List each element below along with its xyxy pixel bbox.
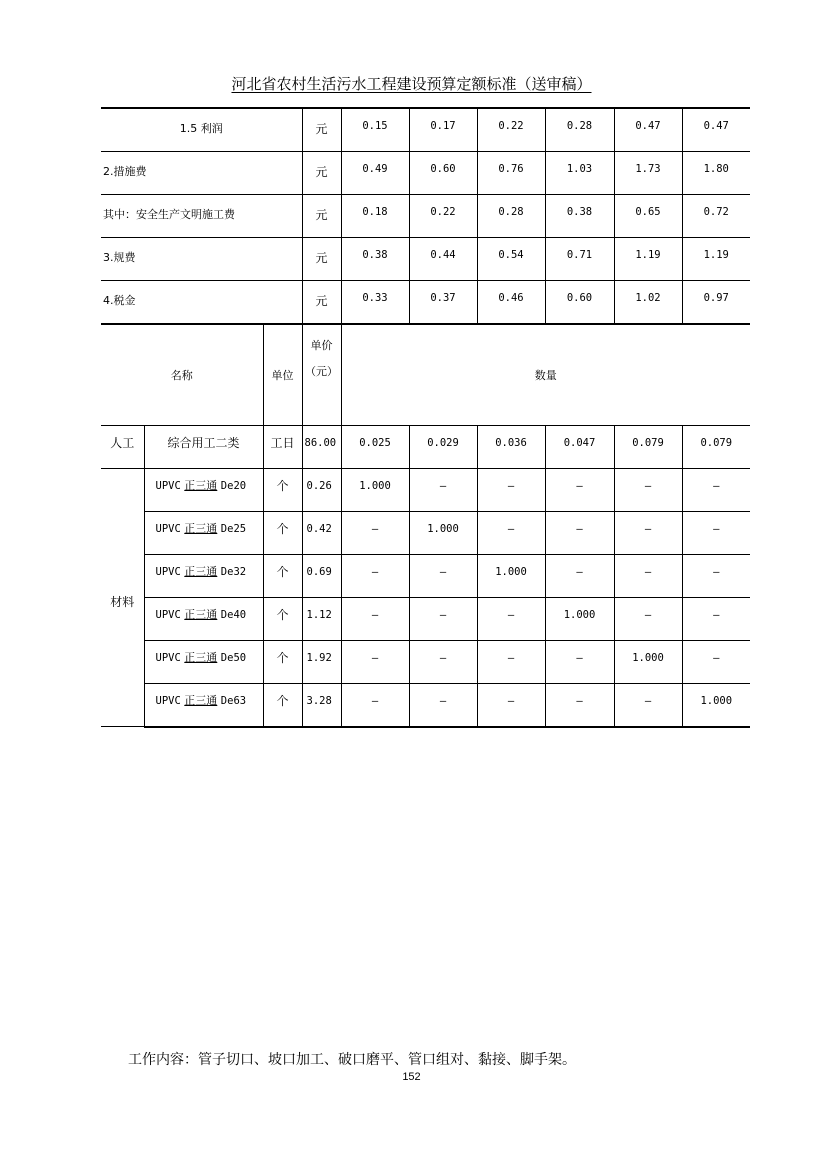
material-qty: – (341, 684, 409, 727)
material-category: 材料 (101, 469, 144, 727)
material-name (144, 598, 263, 641)
fee-value: 1.02 (614, 280, 682, 323)
fee-value: 0.60 (545, 280, 614, 323)
fee-value: 1.03 (545, 151, 614, 194)
material-prefix: UPVC (155, 695, 181, 707)
fee-value: 0.22 (409, 194, 477, 237)
fee-value: 0.65 (614, 194, 682, 237)
material-prefix: UPVC (155, 480, 181, 492)
material-name (144, 641, 263, 684)
fee-unit: 元 (302, 151, 341, 194)
header-price-line1: 单价 (310, 339, 333, 352)
labor-qty: 0.047 (545, 426, 614, 469)
fee-value: 0.33 (341, 280, 409, 323)
fee-value: 0.76 (477, 151, 545, 194)
material-row (101, 555, 750, 598)
material-qty: – (409, 641, 477, 684)
material-row (101, 598, 750, 641)
fee-value: 0.54 (477, 237, 545, 280)
header-price-line2: （元） (305, 365, 338, 378)
material-qty: – (341, 641, 409, 684)
labor-name: 综合用工二类 (144, 426, 263, 469)
material-row (101, 469, 750, 512)
work-content: 工作内容：管子切口、坡口加工、破口磨平、管口组对、黏接、脚手架。 (128, 1052, 576, 1068)
material-qty: – (409, 555, 477, 598)
fee-value: 0.60 (409, 151, 477, 194)
material-qty: – (545, 555, 614, 598)
material-qty: – (682, 641, 750, 684)
fee-row (101, 237, 750, 280)
material-prefix: UPVC (155, 652, 181, 664)
labor-price: 86.00 (302, 426, 341, 469)
material-qty: – (477, 512, 545, 555)
material-type: 正三通 (184, 694, 218, 707)
material-price: 0.42 (302, 512, 341, 555)
page-number: 152 (402, 1071, 421, 1083)
labor-row (101, 426, 750, 469)
material-qty: – (409, 598, 477, 641)
labor-qty: 0.079 (614, 426, 682, 469)
material-qty: – (341, 512, 409, 555)
fee-value: 0.47 (614, 108, 682, 151)
material-qty: 1.000 (545, 598, 614, 641)
material-qty: 1.000 (477, 555, 545, 598)
material-price: 1.92 (302, 641, 341, 684)
material-qty: 1.000 (682, 684, 750, 727)
resource-table (101, 324, 750, 728)
material-row (101, 512, 750, 555)
material-qty: 1.000 (409, 512, 477, 555)
material-qty: 1.000 (614, 641, 682, 684)
material-qty: – (682, 469, 750, 512)
material-qty: – (545, 641, 614, 684)
labor-qty: 0.079 (682, 426, 750, 469)
fee-row (101, 194, 750, 237)
fee-label: 其中：安全生产文明施工费 (101, 194, 302, 237)
material-unit: 个 (263, 684, 302, 727)
material-unit: 个 (263, 598, 302, 641)
material-qty: – (614, 598, 682, 641)
fee-row (101, 280, 750, 323)
fee-value: 1.19 (614, 237, 682, 280)
material-qty: – (614, 512, 682, 555)
fee-value: 0.15 (341, 108, 409, 151)
material-spec: De32 (220, 566, 247, 578)
material-price: 0.69 (302, 555, 341, 598)
labor-qty: 0.036 (477, 426, 545, 469)
material-qty: – (409, 684, 477, 727)
material-spec: De25 (220, 523, 247, 535)
labor-unit: 工日 (263, 426, 302, 469)
fee-value: 0.38 (341, 237, 409, 280)
material-spec: De20 (220, 480, 247, 492)
fee-table (101, 107, 750, 324)
fee-value: 0.28 (545, 108, 614, 151)
fee-unit: 元 (302, 194, 341, 237)
material-type: 正三通 (184, 565, 218, 578)
fee-value: 0.28 (477, 194, 545, 237)
material-spec: De50 (220, 652, 247, 664)
fee-value: 0.38 (545, 194, 614, 237)
fee-value: 0.18 (341, 194, 409, 237)
material-price: 0.26 (302, 469, 341, 512)
fee-unit: 元 (302, 280, 341, 323)
fee-value: 0.49 (341, 151, 409, 194)
material-name (144, 684, 263, 727)
material-name (144, 469, 263, 512)
material-qty: – (477, 641, 545, 684)
material-unit: 个 (263, 641, 302, 684)
fee-value: 0.46 (477, 280, 545, 323)
fee-value: 0.47 (682, 108, 750, 151)
material-name (144, 512, 263, 555)
material-unit: 个 (263, 512, 302, 555)
material-row (101, 641, 750, 684)
header-quantity: 数量 (341, 325, 750, 426)
fee-label: 4.税金 (101, 280, 302, 323)
fee-value: 0.72 (682, 194, 750, 237)
material-qty: – (341, 598, 409, 641)
material-unit: 个 (263, 555, 302, 598)
material-prefix: UPVC (155, 566, 181, 578)
fee-value: 0.37 (409, 280, 477, 323)
header-row (101, 325, 750, 426)
fee-label: 1.5 利润 (101, 108, 302, 151)
material-qty: – (545, 684, 614, 727)
fee-value: 1.19 (682, 237, 750, 280)
material-unit: 个 (263, 469, 302, 512)
material-qty: – (614, 555, 682, 598)
header-name: 名称 (101, 325, 263, 426)
material-type: 正三通 (184, 479, 218, 492)
labor-qty: 0.029 (409, 426, 477, 469)
material-qty: – (341, 555, 409, 598)
material-qty: – (477, 598, 545, 641)
fee-label: 3.规费 (101, 237, 302, 280)
material-type: 正三通 (184, 522, 218, 535)
fee-label: 2.措施费 (101, 151, 302, 194)
material-qty: – (545, 469, 614, 512)
fee-value: 1.73 (614, 151, 682, 194)
material-qty: – (545, 512, 614, 555)
document-title-text: 河北省农村生活污水工程建设预算定额标准（送审稿） (231, 75, 592, 93)
header-unit: 单位 (263, 325, 302, 426)
material-prefix: UPVC (155, 609, 181, 621)
material-qty: – (477, 684, 545, 727)
material-spec: De40 (220, 609, 247, 621)
material-qty: – (682, 598, 750, 641)
labor-category: 人工 (101, 426, 144, 469)
material-qty: – (409, 469, 477, 512)
material-price: 1.12 (302, 598, 341, 641)
material-prefix: UPVC (155, 523, 181, 535)
material-qty: – (477, 469, 545, 512)
fee-unit: 元 (302, 237, 341, 280)
fee-value: 0.71 (545, 237, 614, 280)
fee-value: 0.44 (409, 237, 477, 280)
fee-value: 1.80 (682, 151, 750, 194)
document-title (0, 73, 823, 94)
material-qty: – (614, 469, 682, 512)
fee-value: 0.22 (477, 108, 545, 151)
fee-value: 0.97 (682, 280, 750, 323)
material-price: 3.28 (302, 684, 341, 727)
material-qty: – (682, 555, 750, 598)
material-qty: 1.000 (341, 469, 409, 512)
material-row (101, 684, 750, 727)
fee-row (101, 151, 750, 194)
material-type: 正三通 (184, 651, 218, 664)
material-name (144, 555, 263, 598)
fee-value: 0.17 (409, 108, 477, 151)
header-price (302, 325, 341, 426)
material-spec: De63 (220, 695, 247, 707)
material-qty: – (682, 512, 750, 555)
fee-row (101, 108, 750, 151)
material-qty: – (614, 684, 682, 727)
labor-qty: 0.025 (341, 426, 409, 469)
material-type: 正三通 (184, 608, 218, 621)
fee-unit: 元 (302, 108, 341, 151)
